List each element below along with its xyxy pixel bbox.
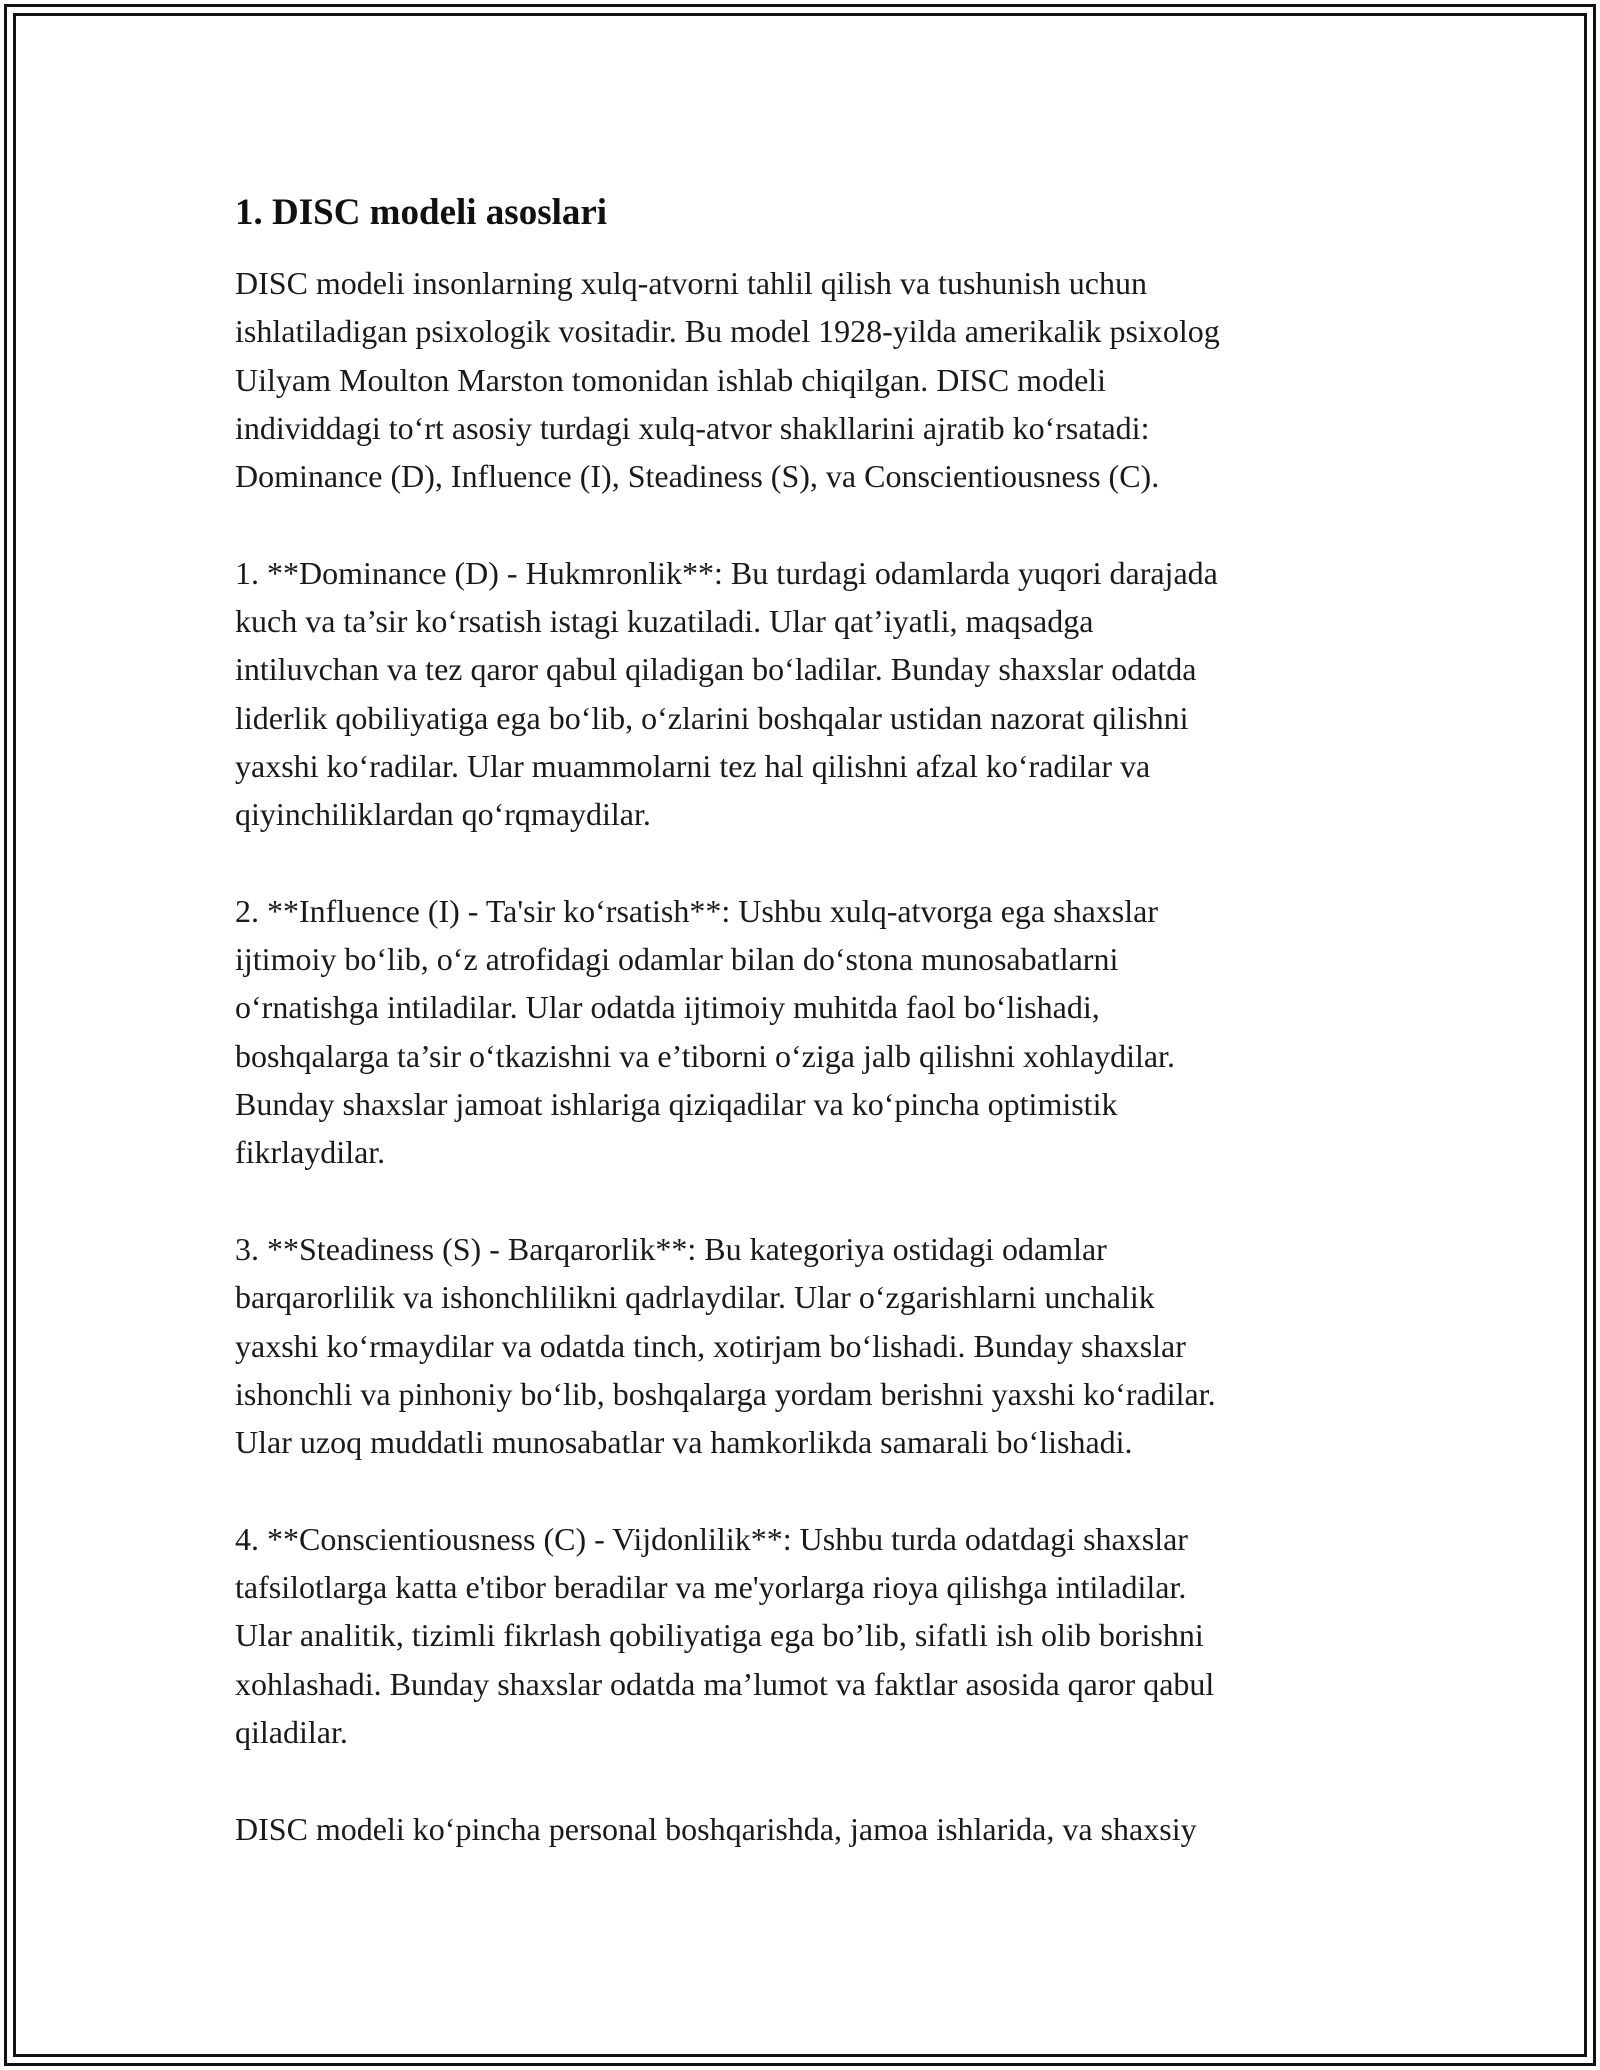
text-line: qiladilar. (235, 1713, 348, 1750)
intro-paragraph (235, 259, 1395, 500)
text-line: yaxshi ko‘rmaydilar va odatda tinch, xotirjam bo‘lishadi. Bunday shaxslar (235, 1327, 1186, 1364)
text-line: DISC modeli insonlarning xulq-atvorni tahlil qilish va tushunish uchun (235, 265, 1147, 301)
text-line: tafsilotlarga katta e'tibor beradilar va me'yorlarga rioya qilishga intiladilar. (235, 1569, 1187, 1606)
text-line: fikrlaydilar. (235, 1134, 386, 1171)
text-line: intiluvchan va tez qaror qabul qiladigan bo‘ladilar. Bunday shaxslar odatda (235, 651, 1197, 688)
text-line: Ular analitik, tizimli fikrlash qobiliyatiga ega bo’lib, sifatli ish olib borishni (235, 1617, 1204, 1654)
text-line: o‘rnatishga intiladilar. Ular odatda ijtimoiy muhitda faol bo‘lishadi, (235, 989, 1100, 1026)
text-line: 3. **Steadiness (S) - Barqarorlik**: Bu kategoriya ostidagi odamlar (235, 1230, 1107, 1267)
influence-paragraph (235, 887, 1395, 1177)
text-line: barqarorlilik va ishonchlilikni qadrlaydilar. Ular o‘zgarishlarni unchalik (235, 1279, 1155, 1316)
conscientiousness-paragraph (235, 1515, 1395, 1756)
text-line: 4. **Conscientiousness (C) - Vijdonlilik**: Ushbu turda odatdagi shaxslar (235, 1520, 1188, 1557)
text-line: qiyinchiliklardan qo‘rqmaydilar. (235, 796, 651, 833)
text-line: 2. **Influence (I) - Ta'sir ko‘rsatish**: Ushbu xulq-atvorga ega shaxslar (235, 892, 1158, 929)
steadiness-paragraph (235, 1225, 1395, 1466)
section-heading: 1. DISC modeli asoslari (235, 192, 608, 233)
text-line: 1. **Dominance (D) - Hukmronlik**: Bu turdagi odamlarda yuqori darajada (235, 554, 1218, 591)
dominance-paragraph (235, 549, 1395, 839)
text-line: Dominance (D), Influence (I), Steadiness (S), va Conscientiousness (C). (235, 458, 1160, 495)
text-line: ishlatiladigan psixologik vositadir. Bu model 1928-yilda amerikalik psixolog (235, 313, 1220, 350)
text-line: kuch va ta’sir ko‘rsatish istagi kuzatiladi. Ular qat’iyatli, maqsadga (235, 603, 1094, 640)
text-line: Ular uzoq muddatli munosabatlar va hamkorlikda samarali bo‘lishadi. (235, 1424, 1133, 1461)
text-line: Bunday shaxslar jamoat ishlariga qiziqadilar va ko‘pincha optimistik (235, 1086, 1118, 1123)
text-line: liderlik qobiliyatiga ega bo‘lib, o‘zlarini boshqalar ustidan nazorat qilishni (235, 699, 1189, 736)
document-body (235, 185, 1395, 1901)
text-line: yaxshi ko‘radilar. Ular muammolarni tez hal qilishni afzal ko‘radilar va (235, 747, 1151, 784)
text-line: Uilyam Moulton Marston tomonidan ishlab chiqilgan. DISC modeli (235, 361, 1107, 398)
text-line: ijtimoiy bo‘lib, o‘z atrofidagi odamlar bilan do‘stona munosabatlarni (235, 941, 1119, 978)
text-line: xohlashadi. Bunday shaxslar odatda ma’lumot va faktlar asosida qaror qabul (235, 1665, 1215, 1702)
text-line: boshqalarga ta’sir o‘tkazishni va e’tiborni o‘ziga jalb qilishni xohlaydilar. (235, 1037, 1175, 1074)
closing-paragraph (235, 1805, 1395, 1853)
text-line: individdagi to‘rt asosiy turdagi xulq-atvor shakllarini ajratib ko‘rsatadi: (235, 409, 1150, 446)
text-line: DISC modeli ko‘pincha personal boshqarishda, jamoa ishlarida, va shaxsiy (235, 1810, 1197, 1847)
text-line: ishonchli va pinhoniy bo‘lib, boshqalarga yordam berishni yaxshi ko‘radilar. (235, 1375, 1216, 1412)
